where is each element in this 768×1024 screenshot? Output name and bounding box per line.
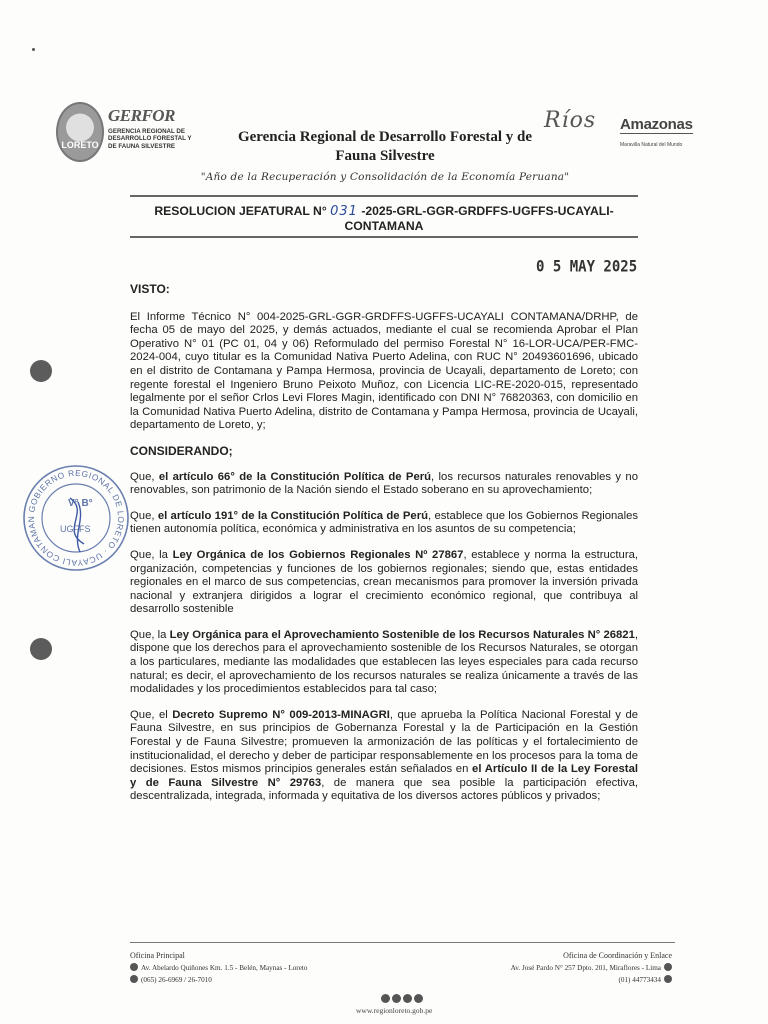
logo-emblem-text: LORETO — [61, 140, 99, 150]
footer-left-address: Av. Abelardo Quiñones Km. 1.5 - Belén, Maynas - Loreto — [141, 964, 308, 972]
logo-script: Ríos — [544, 108, 597, 133]
footer-right-address: Av. José Pardo N° 257 Dpto. 201, Miraflores - Lima — [510, 964, 661, 972]
punch-hole-top — [30, 360, 52, 382]
instagram-icon[interactable] — [403, 994, 412, 1003]
text-fragment: Que, el — [130, 708, 173, 721]
footer-right-title: Oficina de Coordinación y Enlace — [563, 951, 672, 960]
text-bold: Ley Orgánica de los Gobiernos Regionales Nº 27867 — [172, 548, 464, 561]
resolution-suffix: -2025-GRL-GGR-GRDFFS-UGFFS-UCAYALI- — [361, 204, 614, 218]
footer-main-office — [130, 950, 307, 986]
logo-subtitle: GERENCIA REGIONAL DE DESARROLLO FORESTAL Y DE FAUNA SILVESTRE — [108, 128, 192, 150]
date-stamp: 0 5 MAY 2025 — [536, 257, 638, 277]
scan-speck — [32, 48, 35, 51]
website-link[interactable]: www.regionloreto.gob.pe — [356, 1006, 433, 1015]
paragraph-ley-26821 — [130, 629, 638, 697]
text-fragment: , los recursos naturales renovables y no renovables, son patrimonio de la Nación siendo el Estado soberano en su aprovechamiento; — [130, 470, 638, 497]
text-bold: Ley Orgánica para el Aprovechamiento Sostenible de los Recursos Naturales N° 26821 — [169, 628, 635, 641]
phone-icon — [130, 975, 138, 983]
footer-divider — [130, 942, 675, 943]
phone-icon — [664, 975, 672, 983]
divider-bottom — [130, 236, 638, 238]
resolution-prefix: RESOLUCION JEFATURAL N° — [154, 204, 327, 218]
youtube-icon[interactable] — [414, 994, 423, 1003]
document-body — [130, 283, 638, 804]
text-fragment: , establece y norma la estructura, organización, competencias y funciones de los gobiernos regionales; siendo que, estas entidades regionales en el marco de sus competencias, crean mecanismos para promover la inversión privada nacional y extranjera dirigidos a lograr el crecimiento económico regional, que contribuya al desarrollo sostenible — [130, 548, 639, 616]
divider-top — [130, 195, 638, 197]
visto-paragraph: El Informe Técnico N° 004-2025-GRL-GGR-GRDFFS-UGFFS-UCAYALI CONTAMANA/DRHP, de fecha 05 de mayo del 2025, y demás actuados, mediante el cual se recomienda Aprobar el Plan Operativo N° 01 (PC 01, 04 y 06) Reformulado del permiso Forestal N° 16-LOR-UCA/PER-FMC-2024-004, cuyo titular es la Comunidad Nativa Puerto Adelina, con RUC N° 20493601696, ubicado en el distrito de Contamana y Pampa Hermosa, provincia de Ucayali, departamento de Loreto; con regente forestal el Ingeniero Bruno Peixoto Muñoz, con Licencia LIC-RE-2020-015, representado legalmente por el señor Crlos Levi Flores Magin, identificado con DNI N° 76820363, con domicilio en la Comunidad Nativa Puerto Adelina, distrito de Contamana y Pampa Hermosa, provincia de Ucayali, departamento de Loreto, y; — [130, 310, 638, 432]
resolution-line-2: CONTAMANA — [344, 219, 424, 233]
text-bold: Decreto Supremo N° 009-2013-MINAGRI — [172, 708, 390, 721]
logo-amazonas: Amazonas — [620, 116, 693, 133]
text-bold: el Artículo II de la Ley Forestal y de Fauna Silvestre N° 29763 — [130, 763, 638, 789]
footer-left-title: Oficina Principal — [130, 951, 185, 960]
resolution-title — [130, 204, 638, 234]
gerfor-logo — [56, 102, 196, 164]
location-icon — [130, 963, 138, 971]
logo-tagline: Maravilla Natural del Mundo — [620, 142, 683, 148]
considerando-heading: CONSIDERANDO; — [130, 443, 233, 458]
seal-ring-text: GOBIERNO REGIONAL DE LORETO · UCAYALI CONTAMAN — [25, 467, 127, 569]
year-motto: "Año de la Recuperación y Consolidación de la Economía Peruana" — [200, 171, 570, 183]
text-fragment: , de manera que sea posible la participación efectiva, descentralizada, integrada, informada y equitativa de los diversos actores públicos y privados; — [130, 776, 638, 803]
footer-right-phone: (01) 44773434 — [618, 976, 661, 984]
institution-line-2: Fauna Silvestre — [335, 148, 435, 164]
seal-vb: V° B° — [68, 498, 93, 509]
loreto-emblem-icon — [56, 102, 104, 162]
seal-icon — [20, 462, 132, 574]
institution-line-1: Gerencia Regional de Desarrollo Forestal y de — [237, 129, 533, 145]
official-seal — [20, 462, 132, 574]
footer-liaison-office — [511, 950, 672, 986]
punch-hole-bottom — [30, 638, 52, 660]
footer-left-phone: (065) 26-6969 / 26-7010 — [141, 976, 212, 984]
twitter-icon[interactable] — [392, 994, 401, 1003]
text-fragment: Que, — [130, 509, 158, 522]
text-fragment: , dispone que los derechos para el aprovechamiento sostenible de los Recursos Naturales, se otorgan a los particulares, mediante las modalidades que establecen las leyes especiales para cada recurso natural; es decir, el aprovechamiento de los recursos naturales se realiza únicamente a través de las modalidades y los procedimientos establecidos para tal caso; — [130, 628, 639, 696]
rios-amazonas-logo — [540, 108, 693, 158]
paragraph-ds-009-2013 — [130, 709, 638, 804]
text-bold: el artículo 66° de la Constitución Política de Perú — [158, 470, 432, 483]
text-fragment: Que, — [130, 470, 159, 483]
visto-heading: VISTO: — [130, 282, 170, 296]
text-bold: el artículo 191° de la Constitución Política de Perú — [157, 509, 429, 522]
text-fragment: Que, la — [130, 628, 170, 641]
text-fragment: , que aprueba la Política Nacional Forestal y de Fauna Silvestre, en sus principios de Gobernanza Forestal y la de Participación en la Gestión Forestal y de Fauna Silvestre; promueven la armonización de las políticas y el fortalecimiento de institucionalidad, el derecho y deber de participar responsablemente en los procesos para la toma de decisiones. Estos mismos principios generales están señalados en — [130, 708, 639, 776]
logo-name: GERFOR — [108, 106, 175, 125]
institution-name — [200, 128, 570, 166]
paragraph-art-191 — [130, 510, 638, 537]
facebook-icon[interactable] — [381, 994, 390, 1003]
resolution-number: 031 — [330, 204, 358, 219]
text-fragment: , establece que los Gobiernos Regionales tienen autonomía política, económica y administrativa en los asuntos de su competencia; — [130, 509, 639, 536]
location-icon — [664, 963, 672, 971]
seal-center: UGFFS — [60, 524, 91, 534]
text-fragment: Que, la — [130, 548, 173, 561]
paragraph-ley-27867 — [130, 549, 638, 617]
paragraph-art-66 — [130, 471, 638, 498]
